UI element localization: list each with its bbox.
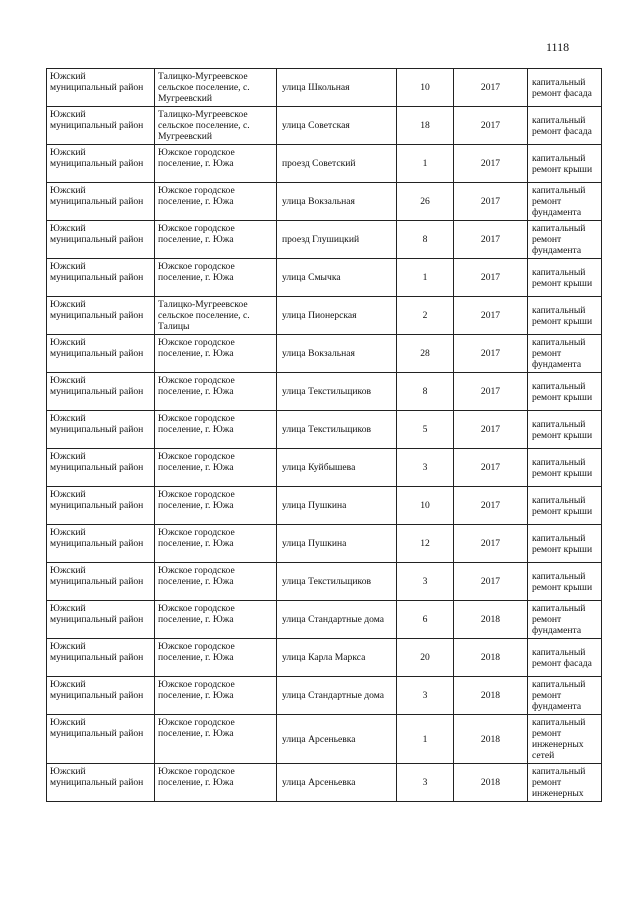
house-number-cell: 28 (397, 335, 454, 373)
settlement-cell: Южское городское поселение, г. Южа (155, 183, 277, 221)
year-cell: 2017 (454, 297, 528, 335)
table-row (47, 411, 602, 449)
year-cell: 2017 (454, 145, 528, 183)
repair-schedule-table (46, 68, 602, 802)
street-cell: улица Пушкина (277, 525, 397, 563)
settlement-cell: Южское городское поселение, г. Южа (155, 563, 277, 601)
work-type-cell: капитальный ремонт фундамента (528, 183, 602, 221)
table-row (47, 764, 602, 802)
work-type-cell: капитальный ремонт фундамента (528, 677, 602, 715)
district-cell: Южский муниципальный район (47, 69, 155, 107)
street-cell: улица Пушкина (277, 487, 397, 525)
house-number-cell: 5 (397, 411, 454, 449)
street-cell: улица Смычка (277, 259, 397, 297)
district-cell: Южский муниципальный район (47, 373, 155, 411)
district-cell: Южский муниципальный район (47, 639, 155, 677)
house-number-cell: 26 (397, 183, 454, 221)
year-cell: 2017 (454, 69, 528, 107)
district-cell: Южский муниципальный район (47, 677, 155, 715)
year-cell: 2018 (454, 715, 528, 764)
work-type-cell: капитальный ремонт фундамента (528, 601, 602, 639)
settlement-cell: Южское городское поселение, г. Южа (155, 221, 277, 259)
table-row (47, 221, 602, 259)
house-number-cell: 10 (397, 69, 454, 107)
table-row (47, 563, 602, 601)
table-row (47, 715, 602, 764)
street-cell: улица Пионерская (277, 297, 397, 335)
page-number: 1118 (546, 40, 570, 54)
house-number-cell: 3 (397, 449, 454, 487)
table-row (47, 145, 602, 183)
table-row (47, 677, 602, 715)
street-cell: улица Арсеньевка (277, 715, 397, 764)
street-cell: улица Школьная (277, 69, 397, 107)
table-row (47, 373, 602, 411)
work-type-cell: капитальный ремонт крыши (528, 411, 602, 449)
street-cell: улица Вокзальная (277, 335, 397, 373)
house-number-cell: 3 (397, 764, 454, 802)
street-cell: улица Куйбышева (277, 449, 397, 487)
work-type-cell: капитальный ремонт крыши (528, 373, 602, 411)
street-cell: улица Карла Маркса (277, 639, 397, 677)
house-number-cell: 1 (397, 145, 454, 183)
year-cell: 2017 (454, 487, 528, 525)
street-cell: улица Текстильщиков (277, 373, 397, 411)
settlement-cell: Южское городское поселение, г. Южа (155, 411, 277, 449)
work-type-cell: капитальный ремонт фасада (528, 639, 602, 677)
district-cell: Южский муниципальный район (47, 259, 155, 297)
table-body (47, 69, 602, 802)
settlement-cell: Южское городское поселение, г. Южа (155, 677, 277, 715)
year-cell: 2017 (454, 107, 528, 145)
settlement-cell: Южское городское поселение, г. Южа (155, 764, 277, 802)
street-cell: улица Стандартные дома (277, 601, 397, 639)
district-cell: Южский муниципальный район (47, 715, 155, 764)
house-number-cell: 12 (397, 525, 454, 563)
settlement-cell: Южское городское поселение, г. Южа (155, 487, 277, 525)
year-cell: 2017 (454, 411, 528, 449)
district-cell: Южский муниципальный район (47, 145, 155, 183)
table-row (47, 601, 602, 639)
house-number-cell: 8 (397, 221, 454, 259)
table-row (47, 183, 602, 221)
table-row (47, 525, 602, 563)
work-type-cell: капитальный ремонт фундамента (528, 221, 602, 259)
year-cell: 2017 (454, 221, 528, 259)
year-cell: 2017 (454, 563, 528, 601)
house-number-cell: 10 (397, 487, 454, 525)
table-row (47, 297, 602, 335)
work-type-cell: капитальный ремонт крыши (528, 145, 602, 183)
year-cell: 2017 (454, 183, 528, 221)
table-row (47, 639, 602, 677)
street-cell: улица Текстильщиков (277, 563, 397, 601)
year-cell: 2017 (454, 259, 528, 297)
district-cell: Южский муниципальный район (47, 411, 155, 449)
work-type-cell: капитальный ремонт фундамента (528, 335, 602, 373)
district-cell: Южский муниципальный район (47, 525, 155, 563)
settlement-cell: Южское городское поселение, г. Южа (155, 259, 277, 297)
table-row (47, 259, 602, 297)
year-cell: 2018 (454, 639, 528, 677)
house-number-cell: 2 (397, 297, 454, 335)
settlement-cell: Южское городское поселение, г. Южа (155, 373, 277, 411)
settlement-cell: Южское городское поселение, г. Южа (155, 715, 277, 764)
settlement-cell: Талицко-Мугреевское сельское поселение, с. Талицы (155, 297, 277, 335)
street-cell: улица Арсеньевка (277, 764, 397, 802)
house-number-cell: 6 (397, 601, 454, 639)
settlement-cell: Талицко-Мугреевское сельское поселение, с. Мугреевский (155, 69, 277, 107)
house-number-cell: 1 (397, 259, 454, 297)
settlement-cell: Южское городское поселение, г. Южа (155, 639, 277, 677)
district-cell: Южский муниципальный район (47, 297, 155, 335)
work-type-cell: капитальный ремонт крыши (528, 259, 602, 297)
table-row (47, 449, 602, 487)
work-type-cell: капитальный ремонт инженерных (528, 764, 602, 802)
district-cell: Южский муниципальный район (47, 107, 155, 145)
street-cell: улица Вокзальная (277, 183, 397, 221)
work-type-cell: капитальный ремонт крыши (528, 563, 602, 601)
work-type-cell: капитальный ремонт крыши (528, 525, 602, 563)
table-row (47, 335, 602, 373)
street-cell: улица Советская (277, 107, 397, 145)
house-number-cell: 3 (397, 563, 454, 601)
district-cell: Южский муниципальный район (47, 601, 155, 639)
work-type-cell: капитальный ремонт крыши (528, 297, 602, 335)
table-row (47, 487, 602, 525)
house-number-cell: 3 (397, 677, 454, 715)
table-row (47, 107, 602, 145)
district-cell: Южский муниципальный район (47, 221, 155, 259)
settlement-cell: Южское городское поселение, г. Южа (155, 449, 277, 487)
street-cell: улица Текстильщиков (277, 411, 397, 449)
district-cell: Южский муниципальный район (47, 335, 155, 373)
street-cell: улица Стандартные дома (277, 677, 397, 715)
year-cell: 2018 (454, 601, 528, 639)
house-number-cell: 18 (397, 107, 454, 145)
settlement-cell: Талицко-Мугреевское сельское поселение, с. Мугреевский (155, 107, 277, 145)
house-number-cell: 1 (397, 715, 454, 764)
work-type-cell: капитальный ремонт инженерных сетей (528, 715, 602, 764)
work-type-cell: капитальный ремонт крыши (528, 449, 602, 487)
settlement-cell: Южское городское поселение, г. Южа (155, 335, 277, 373)
year-cell: 2017 (454, 373, 528, 411)
district-cell: Южский муниципальный район (47, 183, 155, 221)
district-cell: Южский муниципальный район (47, 764, 155, 802)
street-cell: проезд Советский (277, 145, 397, 183)
year-cell: 2017 (454, 525, 528, 563)
work-type-cell: капитальный ремонт крыши (528, 487, 602, 525)
settlement-cell: Южское городское поселение, г. Южа (155, 601, 277, 639)
year-cell: 2017 (454, 335, 528, 373)
district-cell: Южский муниципальный район (47, 563, 155, 601)
work-type-cell: капитальный ремонт фасада (528, 69, 602, 107)
work-type-cell: капитальный ремонт фасада (528, 107, 602, 145)
table-row (47, 69, 602, 107)
year-cell: 2018 (454, 764, 528, 802)
settlement-cell: Южское городское поселение, г. Южа (155, 525, 277, 563)
settlement-cell: Южское городское поселение, г. Южа (155, 145, 277, 183)
district-cell: Южский муниципальный район (47, 449, 155, 487)
house-number-cell: 8 (397, 373, 454, 411)
street-cell: проезд Глушицкий (277, 221, 397, 259)
house-number-cell: 20 (397, 639, 454, 677)
year-cell: 2018 (454, 677, 528, 715)
year-cell: 2017 (454, 449, 528, 487)
district-cell: Южский муниципальный район (47, 487, 155, 525)
